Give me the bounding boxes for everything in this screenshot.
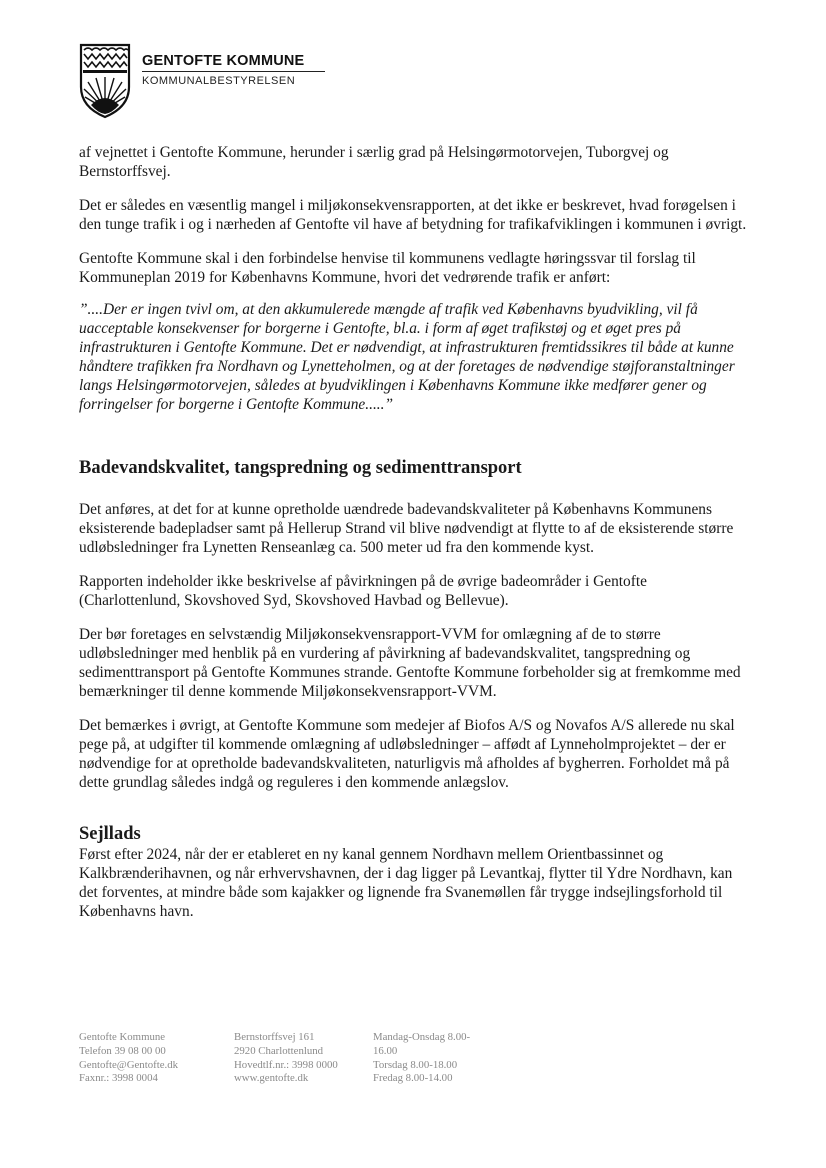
footer-line: Telefon 39 08 00 00: [79, 1044, 166, 1057]
section-heading: Sejllads: [79, 824, 141, 844]
paragraph: Det bemærkes i øvrigt, at Gentofte Kommune som medejer af Biofos A/S og Novafos A/S allerede nu skal pege på, at udgifter til kommende omlægning af udløbsledninger – affødt af Lynneholmprojektet – der er nødvendige for at opretholde badevandskvaliteten, naturligvis må afholdes af bygherren. Forholdet må på dette grundlag således indgå og reguleres i den kommende anlægslov.: [79, 717, 735, 791]
footer-line: Gentofte Kommune: [79, 1031, 166, 1043]
organization-subtitle: KOMMUNALBESTYRELSEN: [142, 75, 296, 87]
footer-line: Torsdag 8.00-18.00: [373, 1058, 458, 1071]
section-heading: Badevandskvalitet, tangspredning og sedimenttransport: [79, 458, 522, 478]
footer-line: Bernstorffsvej 161: [234, 1031, 315, 1043]
paragraph: Gentofte Kommune skal i den forbindelse henvise til kommunens vedlagte høringssvar til forslag til Kommuneplan 2019 for Københavns Kommune, hvori det vedrørende trafik er anført:: [79, 250, 696, 286]
footer-contact: [79, 1031, 219, 1086]
footer-line: 2920 Charlottenlund: [234, 1044, 324, 1057]
paragraph: Det er således en væsentlig mangel i miljøkonsekvensrapporten, at det ikke er beskrevet, hvad forøgelsen i den tunge trafik i og i nærheden af Gentofte vil have af betydning for trafikafviklingen i kommunen i øvrigt.: [79, 197, 747, 233]
footer-address: [234, 1031, 369, 1086]
footer-line: Fredag 8.00-14.00: [373, 1072, 453, 1085]
paragraph: af vejnettet i Gentofte Kommune, herunder i særlig grad på Helsingørmotorvejen, Tuborgvej og Bernstorffsvej.: [79, 144, 669, 180]
footer-line: Gentofte@Gentofte.dk: [79, 1058, 178, 1071]
footer-line: www.gentofte.dk: [234, 1072, 309, 1085]
footer-line: Faxnr.: 3998 0004: [79, 1072, 158, 1085]
paragraph: Der bør foretages en selvstændig Miljøkonsekvensrapport-VVM for omlægning af de to større udløbsledninger med henblik på en vurdering af påvirkning af badevandskvalitet, tangspredning og sedimenttransport på Gentofte Kommunes strande. Gentofte Kommune forbeholder sig at fremkomme med bemærkninger til denne kommende Miljøkonsekvensrapport-VVM.: [79, 626, 741, 700]
footer-line: Mandag-Onsdag 8.00-: [373, 1031, 471, 1043]
header-rule: [142, 71, 325, 72]
quoted-paragraph: ”....Der er ingen tvivl om, at den akkumulerede mængde af trafik ved Københavns byudvikling, vil få uacceptable konsekvenser for borgerne i Gentofte, bl.a. i form af øget trafikstøj og et øget pres på infrastrukturen i Gentofte Kommune. Det er nødvendigt, at infrastrukturen fremtidssikres til både at kunne håndtere trafikken fra Nordhavn og Lynetteholmen, og at der foretages de nødvendige støjforanstaltninger langs Helsingørmotorvejen, således at byudviklingen i Københavns Kommune ikke medfører gener og forringelser for borgerne i Gentofte Kommune.....”: [79, 301, 735, 413]
paragraph: Det anføres, at det for at kunne opretholde uændrede badevandskvaliteter på Københavns Kommunens eksisterende badepladser samt på Hellerup Strand vil blive nødvendigt at flytte to af de eksisterende større udløbsledninger fra Lynetten Renseanlæg ca. 500 meter ud fra den kommende kyst.: [79, 501, 734, 556]
paragraph: Først efter 2024, når der er etableret en ny kanal gennem Nordhavn mellem Orientbassinnet og Kalkbrænderihavnen, og når erhvervshavnen, der i dag ligger på Levantkaj, flytter til Ydre Nordhavn, kan det forventes, at mindre både som kajakker og lignende fra Svanemøllen får trygge indsejlingsforhold til Københavns havn.: [79, 846, 733, 920]
footer-line: 16.00: [373, 1044, 398, 1057]
organization-name: GENTOFTE KOMMUNE: [142, 53, 305, 69]
letter-body: [79, 143, 751, 921]
municipal-crest-icon: [79, 43, 131, 119]
footer-line: Hovedtlf.nr.: 3998 0000: [234, 1058, 338, 1071]
paragraph: Rapporten indeholder ikke beskrivelse af påvirkningen på de øvrige badeområder i Gentofte (Charlottenlund, Skovshoved Syd, Skovshoved Havbad og Bellevue).: [79, 573, 647, 609]
footer-hours: [373, 1031, 503, 1086]
